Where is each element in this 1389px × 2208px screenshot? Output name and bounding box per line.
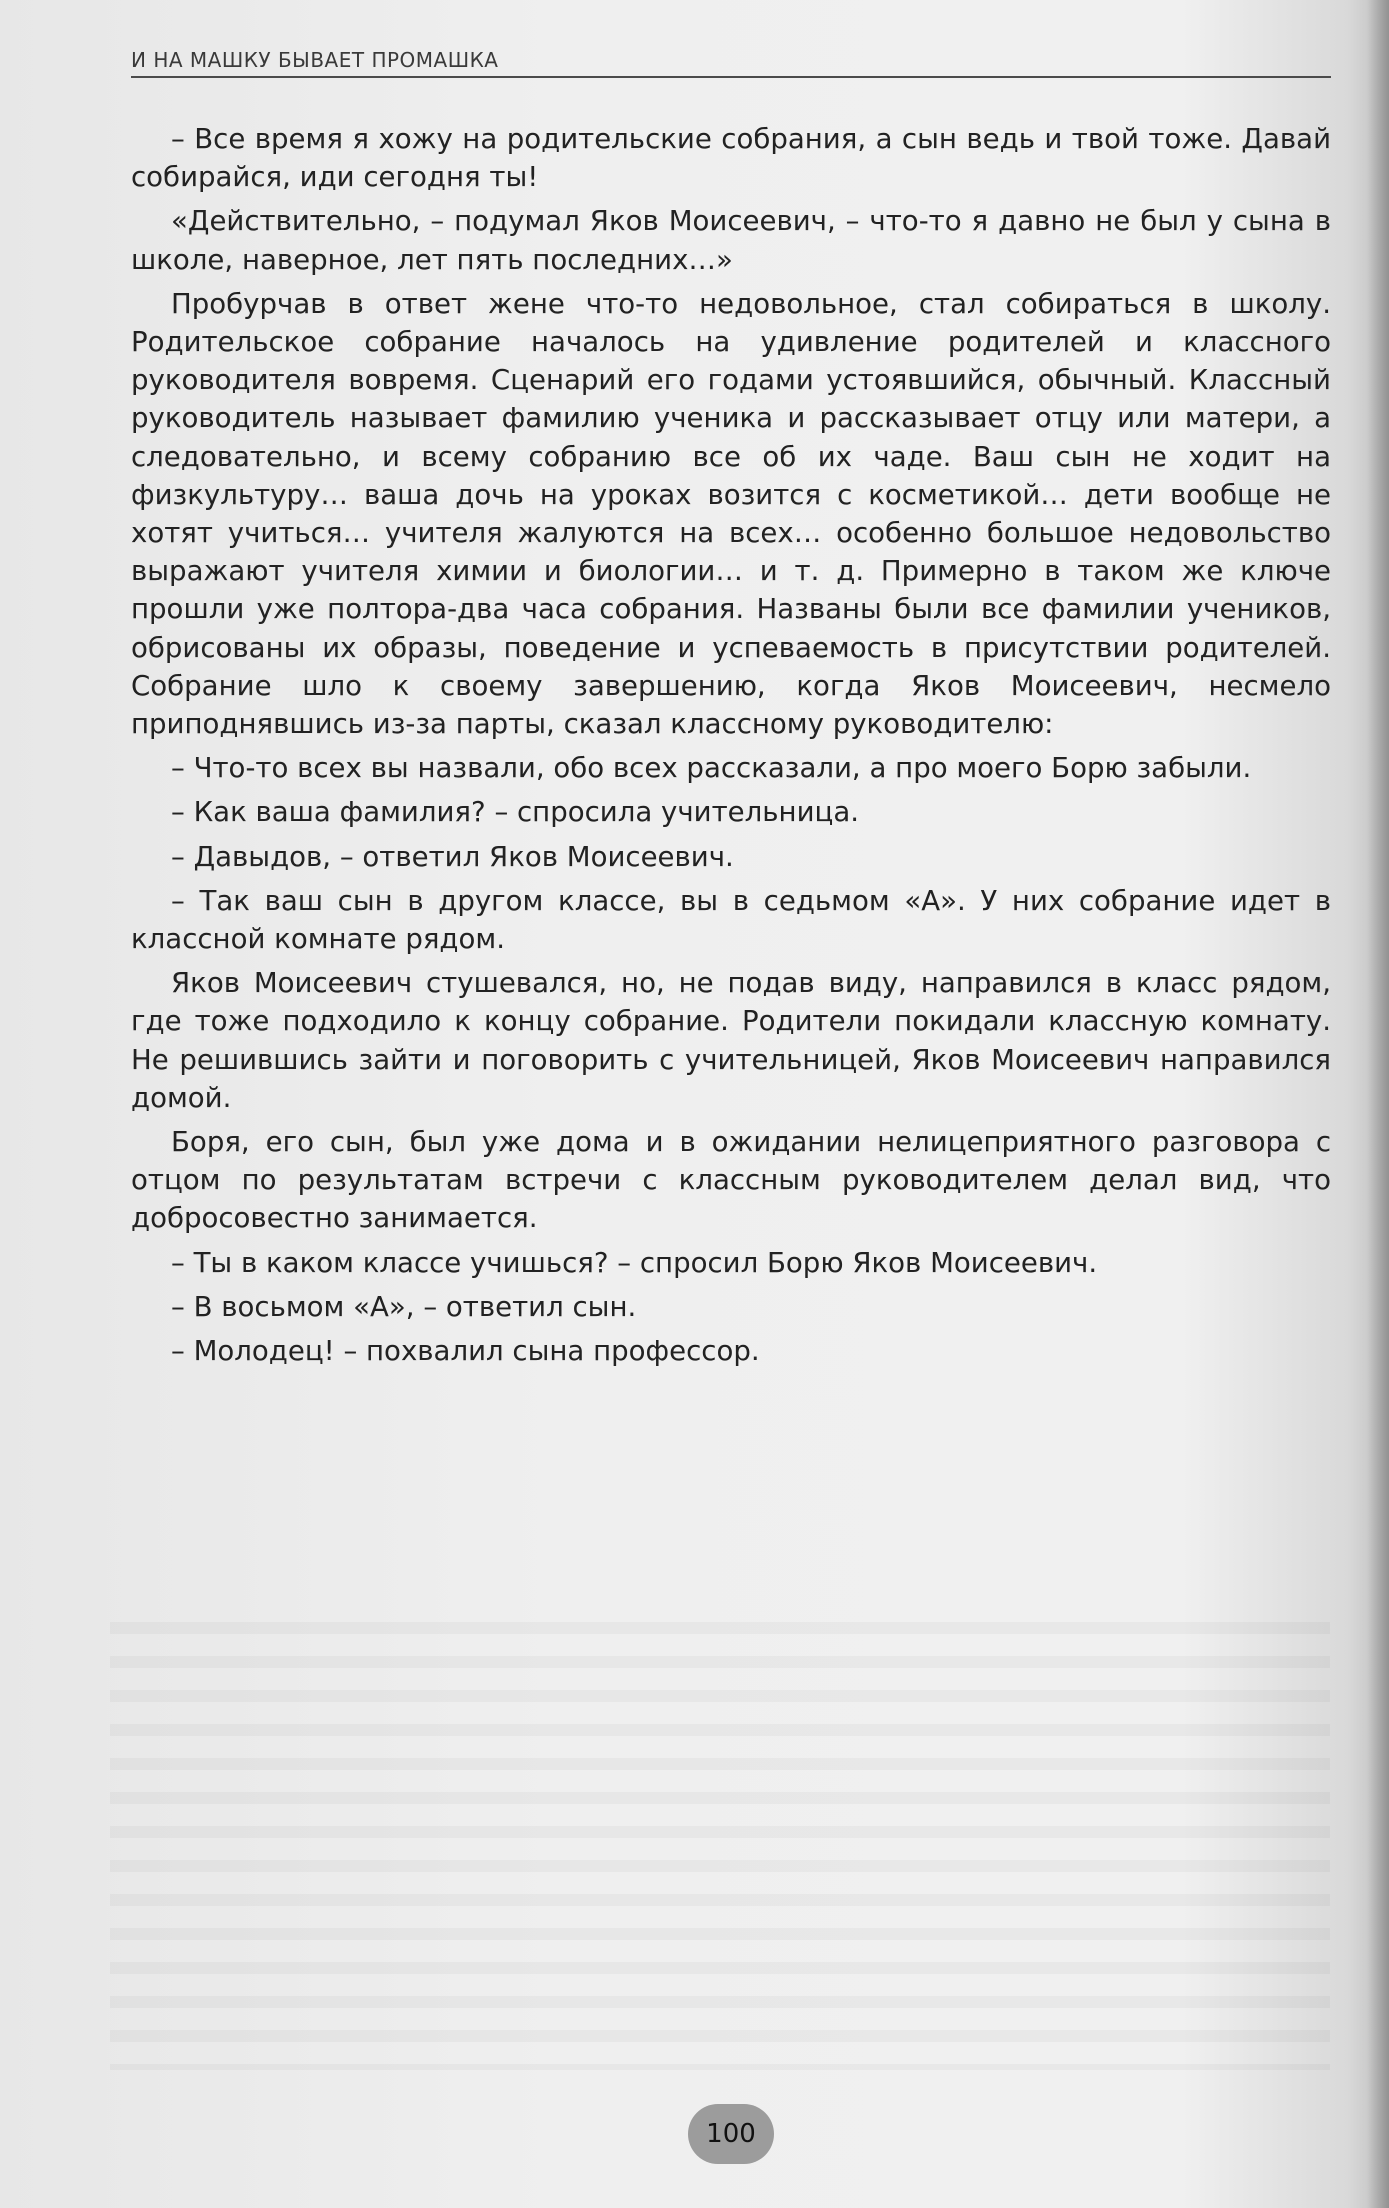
paragraph: – Так ваш сын в другом классе, вы в седьмом «А». У них собрание идет в классной комнате рядом. [131,883,1331,956]
paragraph: – Ты в каком классе учишься? – спросил Борю Яков Моисеевич. [171,1245,1098,1279]
paragraph: Яков Моисеевич стушевался, но, не подав виду, направился в класс рядом, где тоже подходило к концу собрание. Родители покидали классную комнату. Не решившись зайти и поговорить с учительницей, Яков Моисеевич направился домой. [131,966,1331,1114]
page-edge-shadow [1367,0,1389,2208]
paragraph: – Как ваша фамилия? – спросила учительница. [171,795,859,829]
body-text [131,120,1331,1376]
paragraph: – Давыдов, – ответил Яков Моисеевич. [171,839,734,873]
running-title: И НА МАШКУ БЫВАЕТ ПРОМАШКА [131,48,499,72]
paragraph: – Что-то всех вы назвали, обо всех рассказали, а про моего Борю забыли. [171,751,1252,785]
paragraph: Боря, его сын, был уже дома и в ожидании нелицеприятного разговора с отцом по результатам встречи с классным руководителем делал вид, что добросовестно занимается. [131,1125,1331,1235]
paragraph: «Действительно, – подумал Яков Моисеевич, – что-то я давно не был у сына в школе, наверное, лет пять последних…» [131,204,1331,276]
paragraph: Пробурчав в ответ жене что-то недовольное, стал собираться в школу. Родительское собрание началось на удивление родителей и классного руководителя вовремя. Сценарий его годами устоявшийся, обычный. Классный руководитель называет фамилию ученика и рассказывает отцу или матери, а следовательно, и всему собранию все об их чаде. Ваш сын не ходит на физкультуру… ваша дочь на уроках возится с косметикой… дети вообще не хотят учиться… учителя жалуются на всех… особенно большое недовольство выражают учителя химии и биологии… и т. д. Примерно в таком же ключе прошли уже полтора-два часа собрания. Названы были все фамилии учеников, обрисованы их образы, поведение и успеваемость в присутствии родителей. Собрание шло к своему завершению, когда Яков Моисеевич, несмело приподнявшись из-за парты, сказал классному руководителю: [131,286,1331,741]
paragraph: – Молодец! – похвалил сына профессор. [171,1334,760,1368]
header-rule [131,76,1331,78]
page-number-badge [688,2104,774,2164]
page-number: 100 [706,2119,756,2149]
running-header [131,42,1331,82]
paragraph: – В восьмом «А», – ответил сын. [171,1289,637,1323]
bleed-through-texture [110,1600,1330,2070]
paragraph: – Все время я хожу на родительские собрания, а сын ведь и твой тоже. Давай собирайся, иди сегодня ты! [131,122,1331,194]
